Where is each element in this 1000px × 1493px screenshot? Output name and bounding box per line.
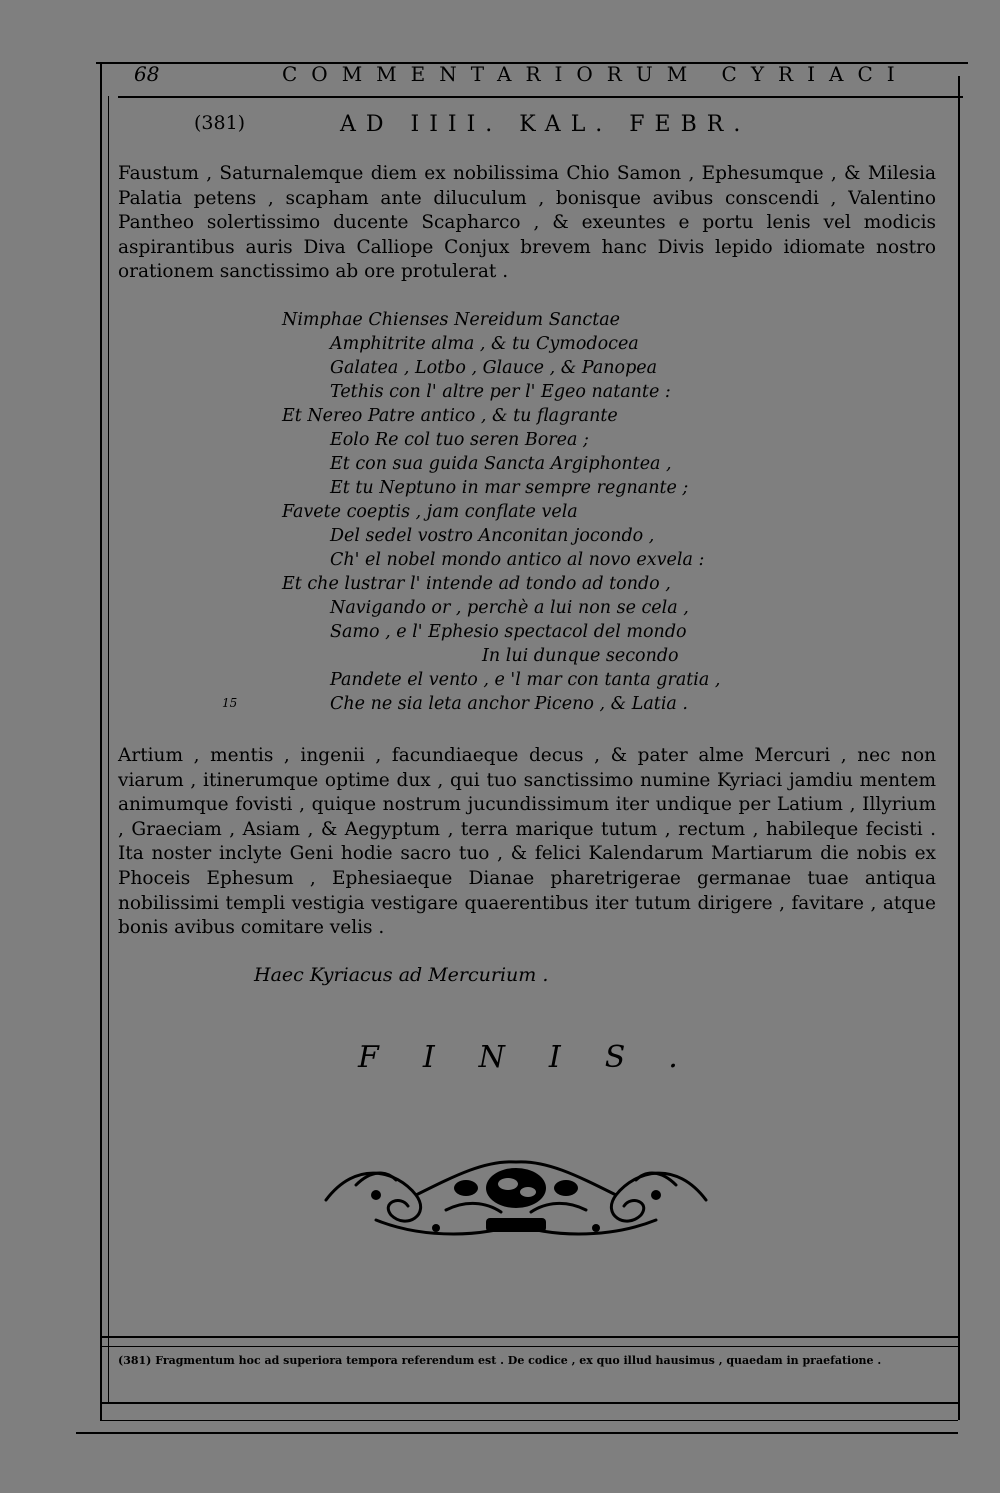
footnote: (381) Fragmentum hoc ad superiora tempora referendum est . De codice , ex quo illud hausimus , quaedam in praefatione . [118,1354,882,1367]
poem-line: Che ne sia leta anchor Piceno , & Latia . [330,694,688,714]
finis-heading: FINIS. [358,1040,722,1075]
running-title-text: COMMENTARIORUM CYRIACI [282,62,909,86]
signature-line: Haec Kyriacus ad Mercurium . [254,964,549,986]
poem-line: Amphitrite alma , & tu Cymodocea [330,334,639,354]
poem-line: Galatea , Lotbo , Glauce , & Panopea [330,358,658,378]
frame-rule-header [118,96,963,98]
frame-rule-bottom-inner [100,1420,958,1421]
running-title [282,62,909,86]
poem-line: Favete coeptis , jam conflate vela [282,502,578,522]
footnote-rule-top-inner [100,1346,958,1347]
poem-line: Et che lustrar l' intende ad tondo ad tondo , [282,574,671,594]
baroque-tailpiece-ornament-icon [316,1140,716,1250]
poem-line: Eolo Re col tuo seren Borea ; [330,430,589,450]
poem-line: Pandete el vento , e 'l mar con tanta gratia , [330,670,721,690]
section-title: AD IIII. KAL. FEBR. [340,112,751,137]
poem-line-number: 15 [222,696,238,710]
section-number: (381) [194,112,246,134]
frame-rule-bottom [76,1432,958,1434]
frame-rule-right [958,76,960,1420]
footnote-rule-bottom [100,1402,958,1404]
poem-line: Tethis con l' altre per l' Egeo natante : [330,382,671,402]
poem-line: Nimphae Chienses Nereidum Sanctae [282,310,621,330]
frame-rule-left [100,64,102,1420]
poem-line: Samo , e l' Ephesio spectacol del mondo [330,622,687,642]
poem-line: Del sedel vostro Anconitan jocondo , [330,526,655,546]
page-number: 68 [134,62,160,86]
poem-line: In lui dunque secondo [482,646,679,666]
poem-line: Ch' el nobel mondo antico al novo exvela : [330,550,705,570]
poem-line: Navigando or , perchè a lui non se cela , [330,598,689,618]
poem-line: Et tu Neptuno in mar sempre regnante ; [330,478,689,498]
paragraph-mercury: Artium , mentis , ingenii , facundiaeque decus , & pater alme Mercuri , nec non viarum , itinerumque optime dux , qui tuo sanctissimo numine Kyriaci jamdiu mentem animumque fovisti , quique nostrum jucundissimum iter undique per Latium , Illyrium , Graeciam , Asiam , & Aegyptum , terra marique tutum , rectum , habileque fecisti . Ita noster inclyte Geni hodie sacro tuo , & felici Kalendarum Martiarum die nobis ex Phoceis Ephesum , Ephesiaeque Dianae pharetrigerae germanae tuae antiqua nobilissimi templi vestigia vestigare quaerentibus iter tutum dirigere , favitare , atque bonis avibus comitare velis . [118,745,936,939]
poem-line: Et Nereo Patre antico , & tu flagrante [282,406,618,426]
paragraph-voyage: Faustum , Saturnalemque diem ex nobilissima Chio Samon , Ephesumque , & Milesia Palatia petens , scapham ante diluculum , bonisque avibus conscendi , Valentino Pantheo solertissimo ducente Scapharco , & exeuntes e portu lenis vel modicis aspirantibus auris Diva Calliope Conjux brevem hanc Divis lepido idiomate nostro orationem sanctissimo ab ore protulerat . [118,163,936,283]
footnote-rule-top [100,1336,958,1338]
frame-rule-left-inner [108,96,109,1402]
poem-line: Et con sua guida Sancta Argiphontea , [330,454,672,474]
